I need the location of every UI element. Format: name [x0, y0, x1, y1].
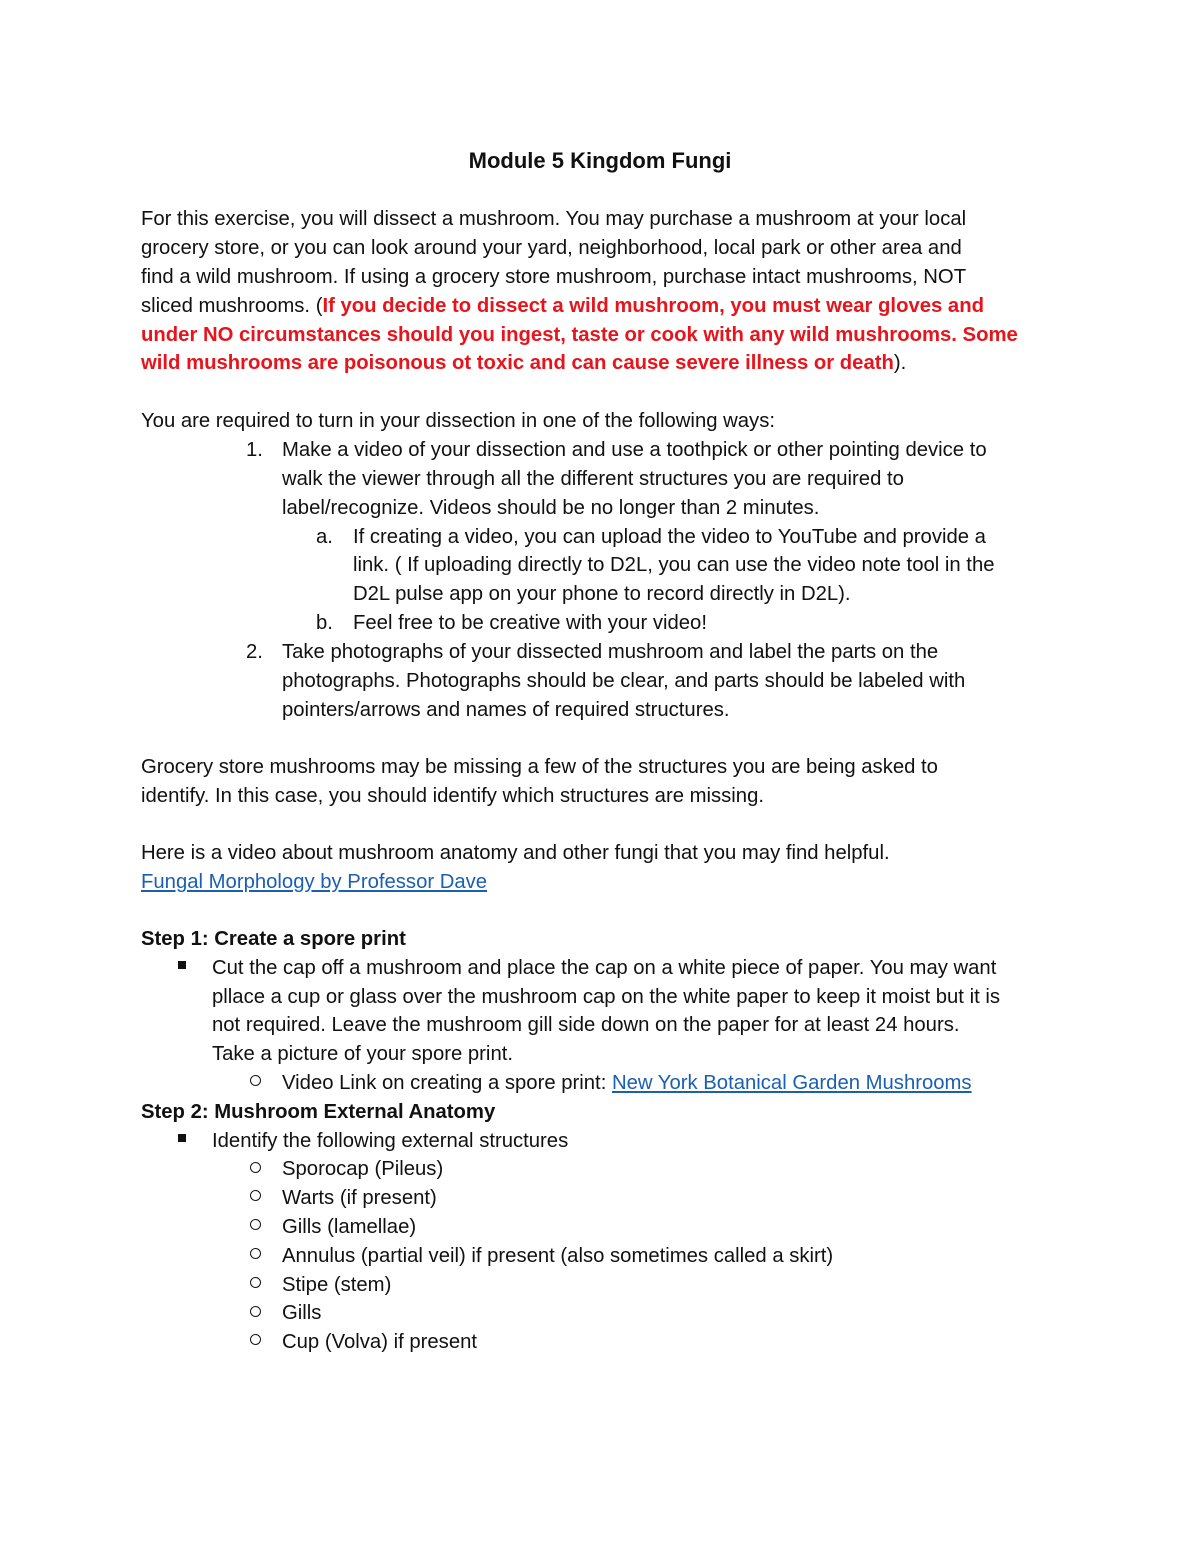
structure-item: Gills (lamellae) — [282, 1216, 417, 1238]
list-number: 1. — [246, 439, 263, 461]
step2-heading: Step 2: Mushroom External Anatomy — [141, 1101, 496, 1123]
intro-line: grocery store, or you can look around your yard, neighborhood, local park or other area and — [141, 237, 962, 259]
circle-bullet-icon — [250, 1219, 261, 1230]
warning-text: wild mushrooms are poisonous ot toxic and can cause severe illness or death — [141, 352, 894, 374]
step1-text: Take a picture of your spore print. — [212, 1043, 513, 1065]
page-title: Module 5 Kingdom Fungi — [468, 148, 732, 173]
list-item-text: Make a video of your dissection and use a toothpick or other pointing device to — [282, 439, 987, 461]
intro-line-warning-start — [141, 293, 984, 319]
video-intro: Here is a video about mushroom anatomy and other fungi that you may find helpful. — [141, 842, 890, 864]
sublist-item-text: D2L pulse app on your phone to record directly in D2L). — [353, 583, 851, 605]
list-item-text: Take photographs of your dissected mushroom and label the parts on the — [282, 641, 939, 663]
structure-item: Gills — [282, 1302, 322, 1324]
intro-line: For this exercise, you will dissect a mushroom. You may purchase a mushroom at your local — [141, 208, 967, 230]
nybg-mushrooms-link[interactable]: New York Botanical Garden Mushrooms — [611, 1072, 972, 1094]
circle-bullet-icon — [250, 1277, 261, 1288]
sublist-item-text: Feel free to be creative with your video! — [353, 612, 707, 634]
list-item-text: photographs. Photographs should be clear, and parts should be labeled with — [282, 670, 966, 692]
sublist-item-text: link. ( If uploading directly to D2L, you can use the video note tool in the — [353, 554, 995, 576]
fungal-morphology-link[interactable]: Fungal Morphology by Professor Dave — [141, 871, 488, 893]
circle-bullet-icon — [250, 1306, 261, 1317]
list-item-text: pointers/arrows and names of required structures. — [282, 699, 730, 721]
grocery-note: identify. In this case, you should identify which structures are missing. — [141, 785, 764, 807]
intro-text: ). — [893, 352, 907, 374]
circle-bullet-icon — [250, 1190, 261, 1201]
required-heading: You are required to turn in your dissection in one of the following ways: — [141, 410, 775, 432]
circle-bullet-icon — [250, 1248, 261, 1259]
intro-line: find a wild mushroom. If using a grocery store mushroom, purchase intact mushrooms, NOT — [141, 266, 967, 288]
structure-item: Stipe (stem) — [282, 1274, 392, 1296]
grocery-note: Grocery store mushrooms may be missing a few of the structures you are being asked to — [141, 756, 938, 778]
list-number: 2. — [246, 641, 263, 663]
circle-bullet-icon — [250, 1075, 261, 1086]
structure-item: Warts (if present) — [282, 1187, 437, 1209]
intro-line-warning-end — [141, 350, 906, 376]
list-item-text: label/recognize. Videos should be no longer than 2 minutes. — [282, 497, 820, 519]
square-bullet-icon — [178, 961, 186, 969]
list-item-text: walk the viewer through all the different structures you are required to — [282, 468, 904, 490]
sublist-item-text: If creating a video, you can upload the video to YouTube and provide a — [353, 526, 986, 548]
intro-text: sliced mushrooms. ( — [141, 295, 323, 317]
circle-bullet-icon — [250, 1334, 261, 1345]
spore-print-video-label: Video Link on creating a spore print: — [282, 1072, 612, 1094]
step2-intro: Identify the following external structures — [212, 1130, 569, 1152]
step1-text: not required. Leave the mushroom gill side down on the paper for at least 24 hours. — [212, 1014, 960, 1036]
step1-text: pllace a cup or glass over the mushroom cap on the white paper to keep it moist but it is — [212, 986, 1000, 1008]
circle-bullet-icon — [250, 1162, 261, 1173]
sublist-letter: a. — [316, 526, 333, 548]
warning-text: If you decide to dissect a wild mushroom, you must wear gloves and — [322, 295, 984, 317]
step1-heading: Step 1: Create a spore print — [141, 928, 406, 950]
warning-text: under NO circumstances should you ingest, taste or cook with any wild mushrooms. Some — [141, 324, 1018, 346]
structure-item: Cup (Volva) if present — [282, 1331, 478, 1353]
square-bullet-icon — [178, 1134, 186, 1142]
structure-item: Sporocap (Pileus) — [282, 1158, 444, 1180]
video-link-line — [141, 869, 487, 895]
structure-item: Annulus (partial veil) if present (also sometimes called a skirt) — [282, 1245, 834, 1267]
spore-print-video-line — [282, 1070, 972, 1096]
step1-text: Cut the cap off a mushroom and place the cap on a white piece of paper. You may want — [212, 957, 997, 979]
sublist-letter: b. — [316, 612, 333, 634]
